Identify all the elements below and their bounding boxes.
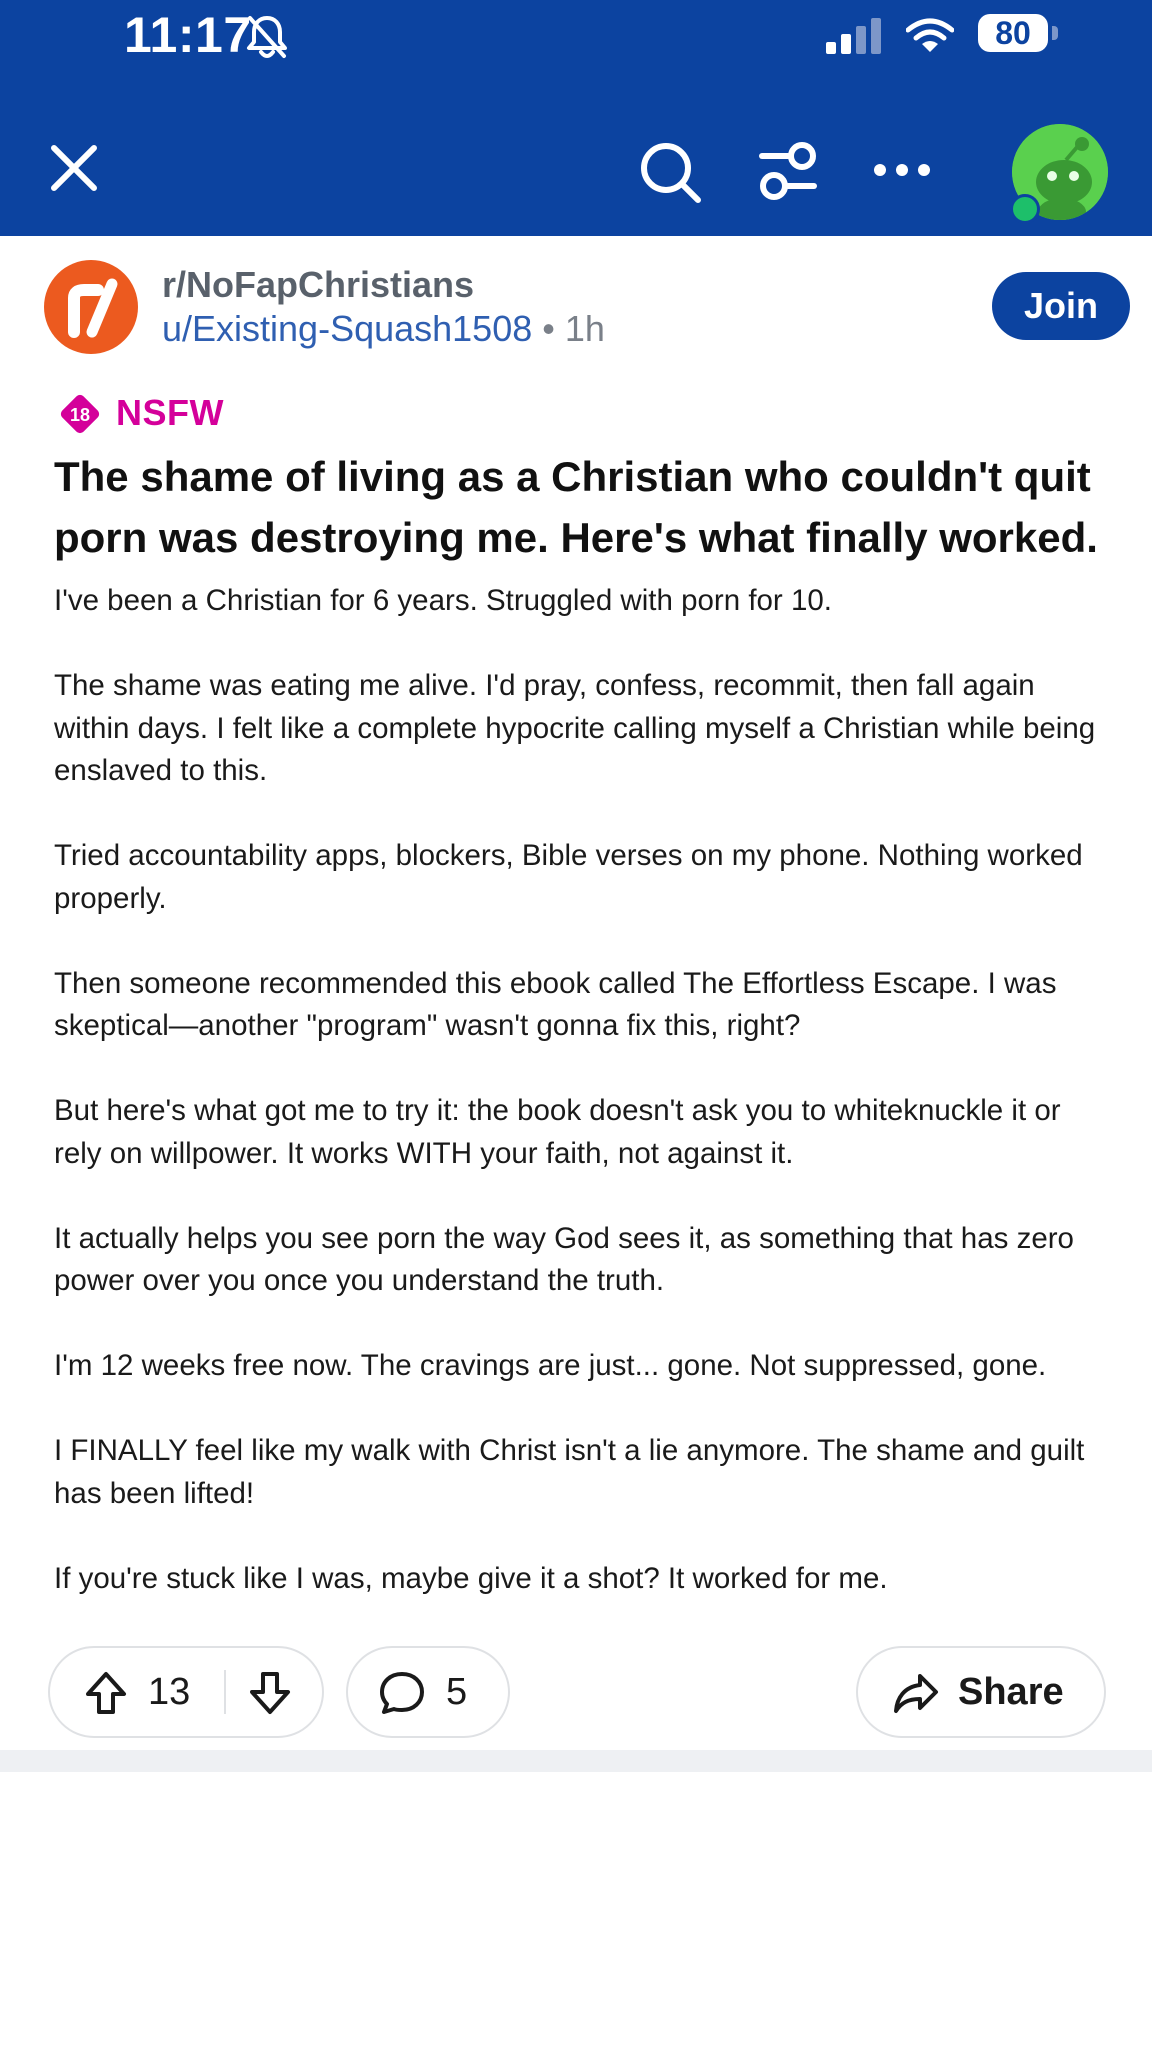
downvote-icon[interactable]: [248, 1670, 292, 1716]
post-paragraph: Tried accountability apps, blockers, Bible verses on my phone. Nothing worked properly.: [54, 839, 1083, 915]
post-paragraph: I've been a Christian for 6 years. Struggled with porn for 10.: [54, 584, 832, 617]
battery-icon: [978, 14, 1048, 52]
search-icon[interactable]: [638, 140, 704, 206]
comments-button[interactable]: [346, 1646, 510, 1738]
battery-tip: [1052, 26, 1058, 40]
bell-muted-icon: [246, 14, 288, 60]
filter-icon[interactable]: [756, 140, 820, 202]
post-title: The shame of living as a Christian who couldn't quit porn was destroying me. Here's what finally worked.: [54, 453, 1098, 561]
share-label: Share: [958, 1671, 1064, 1713]
post-paragraph: I'm 12 weeks free now. The cravings are just... gone. Not suppressed, gone.: [54, 1349, 1047, 1382]
share-icon: [892, 1670, 940, 1716]
battery-level: 80: [995, 15, 1031, 51]
wifi-icon: [906, 18, 954, 54]
status-time: 11:17: [124, 7, 252, 63]
nsfw-age: 18: [69, 405, 91, 425]
post-paragraph: I FINALLY feel like my walk with Christ isn't a lie anymore. The shame and guilt has been lifted!: [54, 1434, 1085, 1510]
nsfw-label: NSFW: [116, 392, 224, 433]
upvote-icon[interactable]: [84, 1670, 128, 1716]
vote-bar: [48, 1646, 324, 1738]
subreddit-logo-art: [44, 260, 138, 354]
vote-divider: [224, 1670, 226, 1714]
nsfw-18-icon: [58, 392, 102, 436]
subreddit-name[interactable]: r/NoFapChristians: [162, 264, 475, 305]
share-button[interactable]: [856, 1646, 1106, 1738]
subreddit-icon[interactable]: [44, 260, 138, 354]
post-paragraph: But here's what got me to try it: the book doesn't ask you to whiteknuckle it or rely on willpower. It works WITH your faith, not against it.: [54, 1094, 1061, 1170]
post-meta: [162, 308, 605, 350]
post-paragraph: Then someone recommended this ebook called The Effortless Escape. I was skeptical—another "program" wasn't gonna fix this, right?: [54, 966, 1057, 1042]
vote-count: 13: [148, 1671, 191, 1713]
post-body: [54, 580, 1114, 1643]
comment-icon: [378, 1670, 426, 1716]
author-link[interactable]: u/Existing-Squash1508: [162, 308, 533, 349]
meta-separator: •: [542, 308, 555, 349]
signal-icon: [826, 18, 884, 54]
post-paragraph: The shame was eating me alive. I'd pray, confess, recommit, then fall again within days. I felt like a complete hypocrite calling myself a Christian while being enslaved to this.: [54, 669, 1096, 787]
close-icon[interactable]: [48, 142, 100, 194]
comment-count: 5: [446, 1671, 468, 1713]
post-separator: [0, 1750, 1152, 1772]
online-status-dot: [1010, 194, 1040, 224]
post-paragraph: If you're stuck like I was, maybe give it a shot? It worked for me.: [54, 1561, 888, 1595]
more-icon[interactable]: [872, 160, 932, 180]
post-time: 1h: [564, 308, 605, 349]
post-paragraph: It actually helps you see porn the way God sees it, as something that has zero power over you once you understand the truth.: [54, 1221, 1074, 1297]
join-button[interactable]: Join: [992, 272, 1130, 340]
